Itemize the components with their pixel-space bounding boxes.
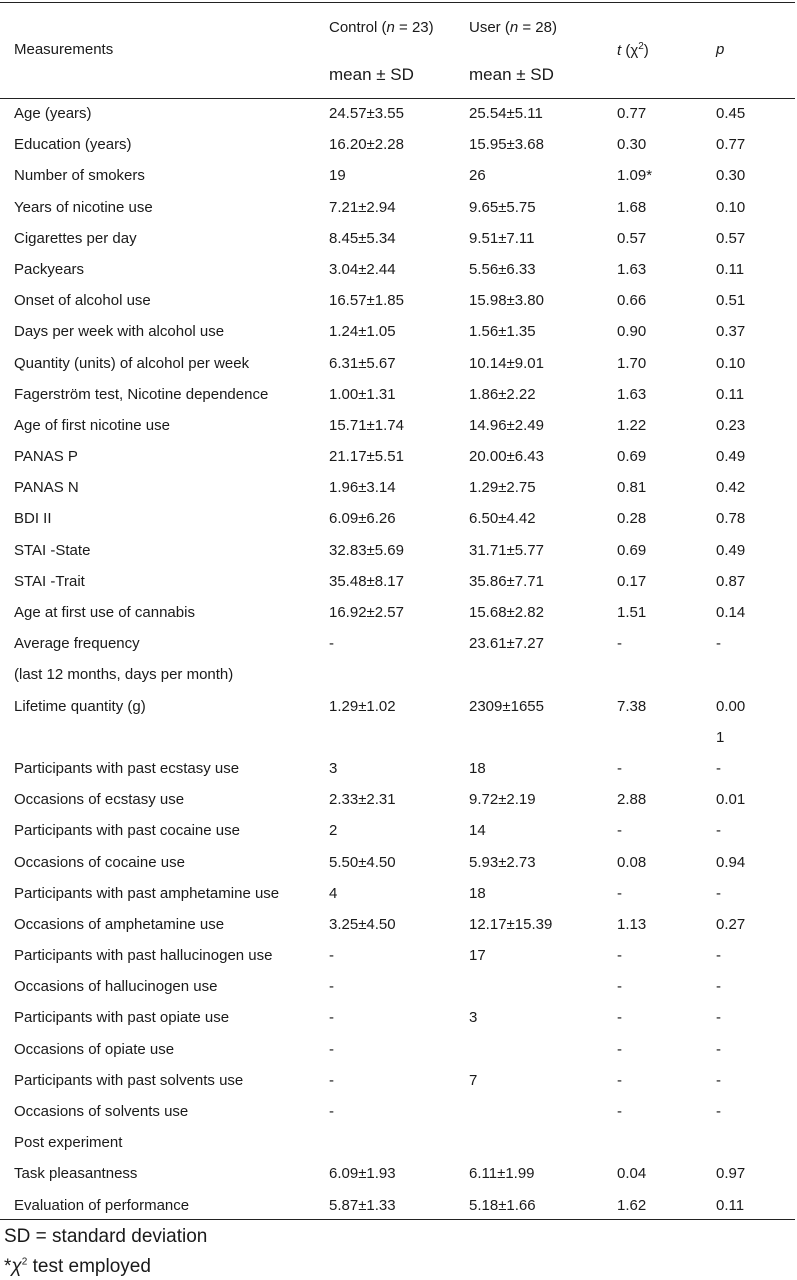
cell-user: 12.17±15.39 <box>469 915 553 933</box>
cell-t-statistic: 0.77 <box>617 105 647 122</box>
cell-t-statistic: 1.68 <box>617 198 647 216</box>
cell-t-statistic: - <box>617 978 622 996</box>
cell-control: - <box>329 947 334 965</box>
cell-measurement: Occasions of solvents use <box>14 1103 189 1120</box>
cell-t-statistic: 1.09* <box>617 167 653 185</box>
cell-t-statistic: 0.04 <box>617 1165 647 1183</box>
cell-t-statistic: - <box>617 1071 622 1089</box>
table-row <box>0 225 795 256</box>
table-row <box>0 412 795 443</box>
cell-control: - <box>329 1040 334 1058</box>
table-row <box>0 505 795 536</box>
cell-user: 9.72±2.19 <box>469 791 536 809</box>
cell-control: 6.09±1.93 <box>329 1165 396 1183</box>
cell-p-value: 0.51 <box>716 292 746 310</box>
cell-control: 7.21±2.94 <box>329 198 396 216</box>
cell-t-statistic: 0.57 <box>617 229 647 247</box>
table-row <box>0 630 795 661</box>
cell-control: 3 <box>329 759 338 777</box>
table-body <box>0 100 795 1223</box>
cell-t-statistic: - <box>617 635 622 653</box>
cell-user: 31.71±5.77 <box>469 541 544 559</box>
cell-p-value: 0.10 <box>716 198 746 216</box>
table-row <box>0 381 795 412</box>
table-row <box>0 1067 795 1098</box>
table-row <box>0 1129 795 1160</box>
cell-control: 16.57±1.85 <box>329 292 404 310</box>
table-header-rule <box>0 98 795 99</box>
cell-measurement: Participants with past hallucinogen use <box>14 947 273 965</box>
cell-measurement: (last 12 months, days per month) <box>14 666 234 684</box>
cell-p-value: - <box>716 1040 721 1058</box>
cell-measurement: Onset of alcohol use <box>14 292 151 310</box>
cell-p-value: 0.11 <box>716 260 745 278</box>
cell-user: 5.18±1.66 <box>469 1196 536 1214</box>
table-row <box>0 256 795 287</box>
cell-t-statistic: 1.62 <box>617 1196 647 1214</box>
cell-control: - <box>329 1009 334 1027</box>
cell-p-value: 0.97 <box>716 1165 746 1183</box>
cell-t-statistic: - <box>617 759 622 777</box>
cell-measurement: Occasions of hallucinogen use <box>14 978 218 996</box>
table-row <box>0 100 795 131</box>
cell-t-statistic: 0.30 <box>617 136 647 154</box>
cell-control: 16.92±2.57 <box>329 604 404 621</box>
header-t-chi: t $(\chi^2)$ <box>617 41 649 59</box>
cell-measurement: Packyears <box>14 260 85 278</box>
cell-p-value: 0.11 <box>716 385 745 403</box>
table-row <box>0 194 795 225</box>
cell-p-value: 0.14 <box>716 604 746 621</box>
cell-user: 9.65±5.75 <box>469 198 536 216</box>
cell-user: 5.56±6.33 <box>469 260 536 278</box>
cell-t-statistic: - <box>617 884 622 902</box>
cell-t-statistic: 0.17 <box>617 572 647 590</box>
table-row <box>0 1160 795 1191</box>
cell-p-value: 0.49 <box>716 448 746 466</box>
cell-control: 16.20±2.28 <box>329 136 404 154</box>
cell-p-value: - <box>716 1103 721 1120</box>
cell-user: 14.96±2.49 <box>469 416 544 434</box>
cell-user: 6.50±4.42 <box>469 510 536 528</box>
cell-t-statistic: 0.90 <box>617 323 647 341</box>
cell-user: 17 <box>469 947 486 965</box>
cell-p-value: 0.30 <box>716 167 746 185</box>
cell-user: 10.14±9.01 <box>469 354 544 372</box>
cell-control: 4 <box>329 884 338 902</box>
table-row <box>0 568 795 599</box>
cell-t-statistic: - <box>617 1103 622 1120</box>
cell-measurement: Participants with past ecstasy use <box>14 759 240 777</box>
cell-measurement: PANAS P <box>14 448 78 466</box>
cell-t-statistic: 1.13 <box>617 915 647 933</box>
cell-control: 6.09±6.26 <box>329 510 396 528</box>
cell-t-statistic: - <box>617 947 622 965</box>
cell-measurement: Fagerström test, Nicotine dependence <box>14 385 269 403</box>
cell-measurement: Participants with past opiate use <box>14 1009 230 1027</box>
cell-t-statistic: 1.22 <box>617 416 647 434</box>
cell-measurement: Evaluation of performance <box>14 1196 190 1214</box>
cell-p-value: 0.37 <box>716 323 746 341</box>
cell-user: 25.54±5.11 <box>469 105 543 122</box>
cell-p-value: - <box>716 884 721 902</box>
table-row <box>0 755 795 786</box>
cell-control: 8.45±5.34 <box>329 229 396 247</box>
cell-measurement: Occasions of ecstasy use <box>14 791 185 809</box>
table-row <box>0 287 795 318</box>
cell-control: 15.71±1.74 <box>329 416 404 434</box>
cell-measurement: Participants with past solvents use <box>14 1071 244 1089</box>
cell-control: 1.24±1.05 <box>329 323 396 341</box>
cell-control: 1.29±1.02 <box>329 697 396 715</box>
cell-control: 5.50±4.50 <box>329 853 396 871</box>
cell-t-statistic: 0.28 <box>617 510 647 528</box>
cell-user: 9.51±7.11 <box>469 229 535 247</box>
cell-p-value: - <box>716 822 721 840</box>
cell-user: 23.61±7.27 <box>469 635 544 653</box>
cell-user: 18 <box>469 759 486 777</box>
cell-p-value: - <box>716 635 721 653</box>
cell-measurement: BDI II <box>14 510 52 528</box>
cell-t-statistic: 1.63 <box>617 260 647 278</box>
cell-p-value: 0.00 <box>716 697 746 715</box>
table-row <box>0 942 795 973</box>
cell-control: 3.04±2.44 <box>329 260 396 278</box>
cell-control: 1.00±1.31 <box>329 385 396 403</box>
cell-user: 7 <box>469 1071 478 1089</box>
cell-user: 15.68±2.82 <box>469 604 544 621</box>
cell-t-statistic: 0.69 <box>617 541 647 559</box>
cell-measurement: Lifetime quantity (g) <box>14 697 146 715</box>
cell-t-statistic: 1.51 <box>617 604 647 621</box>
header-measurements: Measurements <box>14 41 114 58</box>
cell-t-statistic: - <box>617 1009 622 1027</box>
table-row <box>0 474 795 505</box>
cell-measurement: Average frequency <box>14 635 140 653</box>
cell-user: 26 <box>469 167 486 185</box>
table-row <box>0 599 795 630</box>
table-top-rule <box>0 2 795 3</box>
cell-p-value: 0.01 <box>716 791 746 809</box>
cell-measurement: Days per week with alcohol use <box>14 323 225 341</box>
table-row <box>0 443 795 474</box>
table-row <box>0 131 795 162</box>
cell-measurement: Task pleasantness <box>14 1165 138 1183</box>
table-row <box>0 817 795 848</box>
table-row <box>0 1004 795 1035</box>
table-row <box>0 1098 795 1129</box>
cell-control: 1.96±3.14 <box>329 479 396 497</box>
table-row <box>0 162 795 193</box>
cell-user: 2309±1655 <box>469 697 544 715</box>
cell-p-value: 0.77 <box>716 136 746 154</box>
cell-t-statistic: 0.08 <box>617 853 647 871</box>
cell-p-value: - <box>716 978 721 996</box>
cell-user: 1.56±1.35 <box>469 323 536 341</box>
cell-control: - <box>329 1071 334 1089</box>
table-row <box>0 724 795 755</box>
cell-measurement: PANAS N <box>14 479 79 497</box>
table-row <box>0 661 795 692</box>
cell-measurement: Occasions of opiate use <box>14 1040 175 1058</box>
cell-t-statistic: 7.38 <box>617 697 647 715</box>
cell-control: 19 <box>329 167 346 185</box>
cell-user: 18 <box>469 884 486 902</box>
cell-control: 2 <box>329 822 338 840</box>
cell-control: - <box>329 1103 334 1120</box>
cell-t-statistic: 1.63 <box>617 385 647 403</box>
header-control-group: Control (n = 23) <box>329 19 434 36</box>
header-user-group: User (n = 28) <box>469 19 557 36</box>
header-user-mean-sd: mean ± SD <box>469 65 554 84</box>
cell-user: 1.29±2.75 <box>469 479 536 497</box>
cell-control: 3.25±4.50 <box>329 915 396 933</box>
cell-t-statistic: 0.66 <box>617 292 647 310</box>
cell-p-value: - <box>716 947 721 965</box>
cell-user: 14 <box>469 822 486 840</box>
table-row <box>0 880 795 911</box>
cell-p-value: - <box>716 1071 721 1089</box>
cell-user: 6.11±1.99 <box>469 1165 535 1183</box>
cell-control: 6.31±5.67 <box>329 354 396 372</box>
cell-user: 3 <box>469 1009 478 1027</box>
cell-control: 21.17±5.51 <box>329 448 404 466</box>
cell-p-value: 1 <box>716 728 725 746</box>
cell-measurement: Occasions of cocaine use <box>14 853 185 871</box>
cell-p-value: 0.42 <box>716 479 746 497</box>
cell-measurement: Cigarettes per day <box>14 229 137 247</box>
cell-p-value: 0.11 <box>716 1196 745 1214</box>
cell-measurement: Age (years) <box>14 105 92 122</box>
table-row <box>0 350 795 381</box>
cell-p-value: 0.45 <box>716 105 746 122</box>
cell-p-value: 0.49 <box>716 541 746 559</box>
cell-user: 20.00±6.43 <box>469 448 544 466</box>
cell-measurement: STAI -Trait <box>14 572 85 590</box>
table-row <box>0 318 795 349</box>
cell-control: - <box>329 978 334 996</box>
cell-p-value: 0.23 <box>716 416 746 434</box>
cell-t-statistic: 0.81 <box>617 479 647 497</box>
cell-t-statistic: 2.88 <box>617 791 647 809</box>
cell-p-value: 0.94 <box>716 853 746 871</box>
cell-measurement: Post experiment <box>14 1134 123 1152</box>
cell-measurement: Education (years) <box>14 136 132 154</box>
cell-measurement: STAI -State <box>14 541 91 559</box>
cell-t-statistic: 1.70 <box>617 354 647 372</box>
cell-p-value: 0.27 <box>716 915 746 933</box>
cell-control: 2.33±2.31 <box>329 791 396 809</box>
cell-measurement: Participants with past amphetamine use <box>14 884 280 902</box>
cell-control: 32.83±5.69 <box>329 541 404 559</box>
table-row <box>0 786 795 817</box>
cell-measurement: Quantity (units) of alcohol per week <box>14 354 250 372</box>
cell-user: 1.86±2.22 <box>469 385 536 403</box>
table-row <box>0 911 795 942</box>
cell-p-value: 0.78 <box>716 510 746 528</box>
cell-p-value: - <box>716 1009 721 1027</box>
table-row <box>0 973 795 1004</box>
cell-measurement: Occasions of amphetamine use <box>14 915 225 933</box>
table-row <box>0 693 795 724</box>
cell-measurement: Number of smokers <box>14 167 145 185</box>
cell-measurement: Age of first nicotine use <box>14 416 170 434</box>
footnote-sd: SD = standard deviation <box>4 1226 208 1247</box>
cell-p-value: 0.57 <box>716 229 746 247</box>
cell-control: 5.87±1.33 <box>329 1196 396 1214</box>
cell-measurement: Participants with past cocaine use <box>14 822 240 840</box>
cell-p-value: - <box>716 759 721 777</box>
cell-user: 35.86±7.71 <box>469 572 544 590</box>
cell-measurement: Years of nicotine use <box>14 198 153 216</box>
cell-user: 15.98±3.80 <box>469 292 544 310</box>
table-row <box>0 537 795 568</box>
table-row <box>0 1036 795 1067</box>
cell-control: 35.48±8.17 <box>329 572 404 590</box>
table-bottom-rule <box>0 1219 795 1220</box>
cell-t-statistic: - <box>617 822 622 840</box>
cell-control: 24.57±3.55 <box>329 105 404 122</box>
cell-user: 5.93±2.73 <box>469 853 536 871</box>
header-control-mean-sd: mean ± SD <box>329 65 414 84</box>
cell-t-statistic: 0.69 <box>617 448 647 466</box>
cell-t-statistic: - <box>617 1040 622 1058</box>
footnote-chi-square: $*\chi^2$ test employed <box>4 1256 151 1277</box>
cell-p-value: 0.10 <box>716 354 746 372</box>
header-p: p <box>716 41 725 58</box>
cell-control: - <box>329 635 334 653</box>
cell-user: 15.95±3.68 <box>469 136 544 154</box>
table-row <box>0 849 795 880</box>
cell-p-value: 0.87 <box>716 572 746 590</box>
cell-measurement: Age at first use of cannabis <box>14 604 195 621</box>
